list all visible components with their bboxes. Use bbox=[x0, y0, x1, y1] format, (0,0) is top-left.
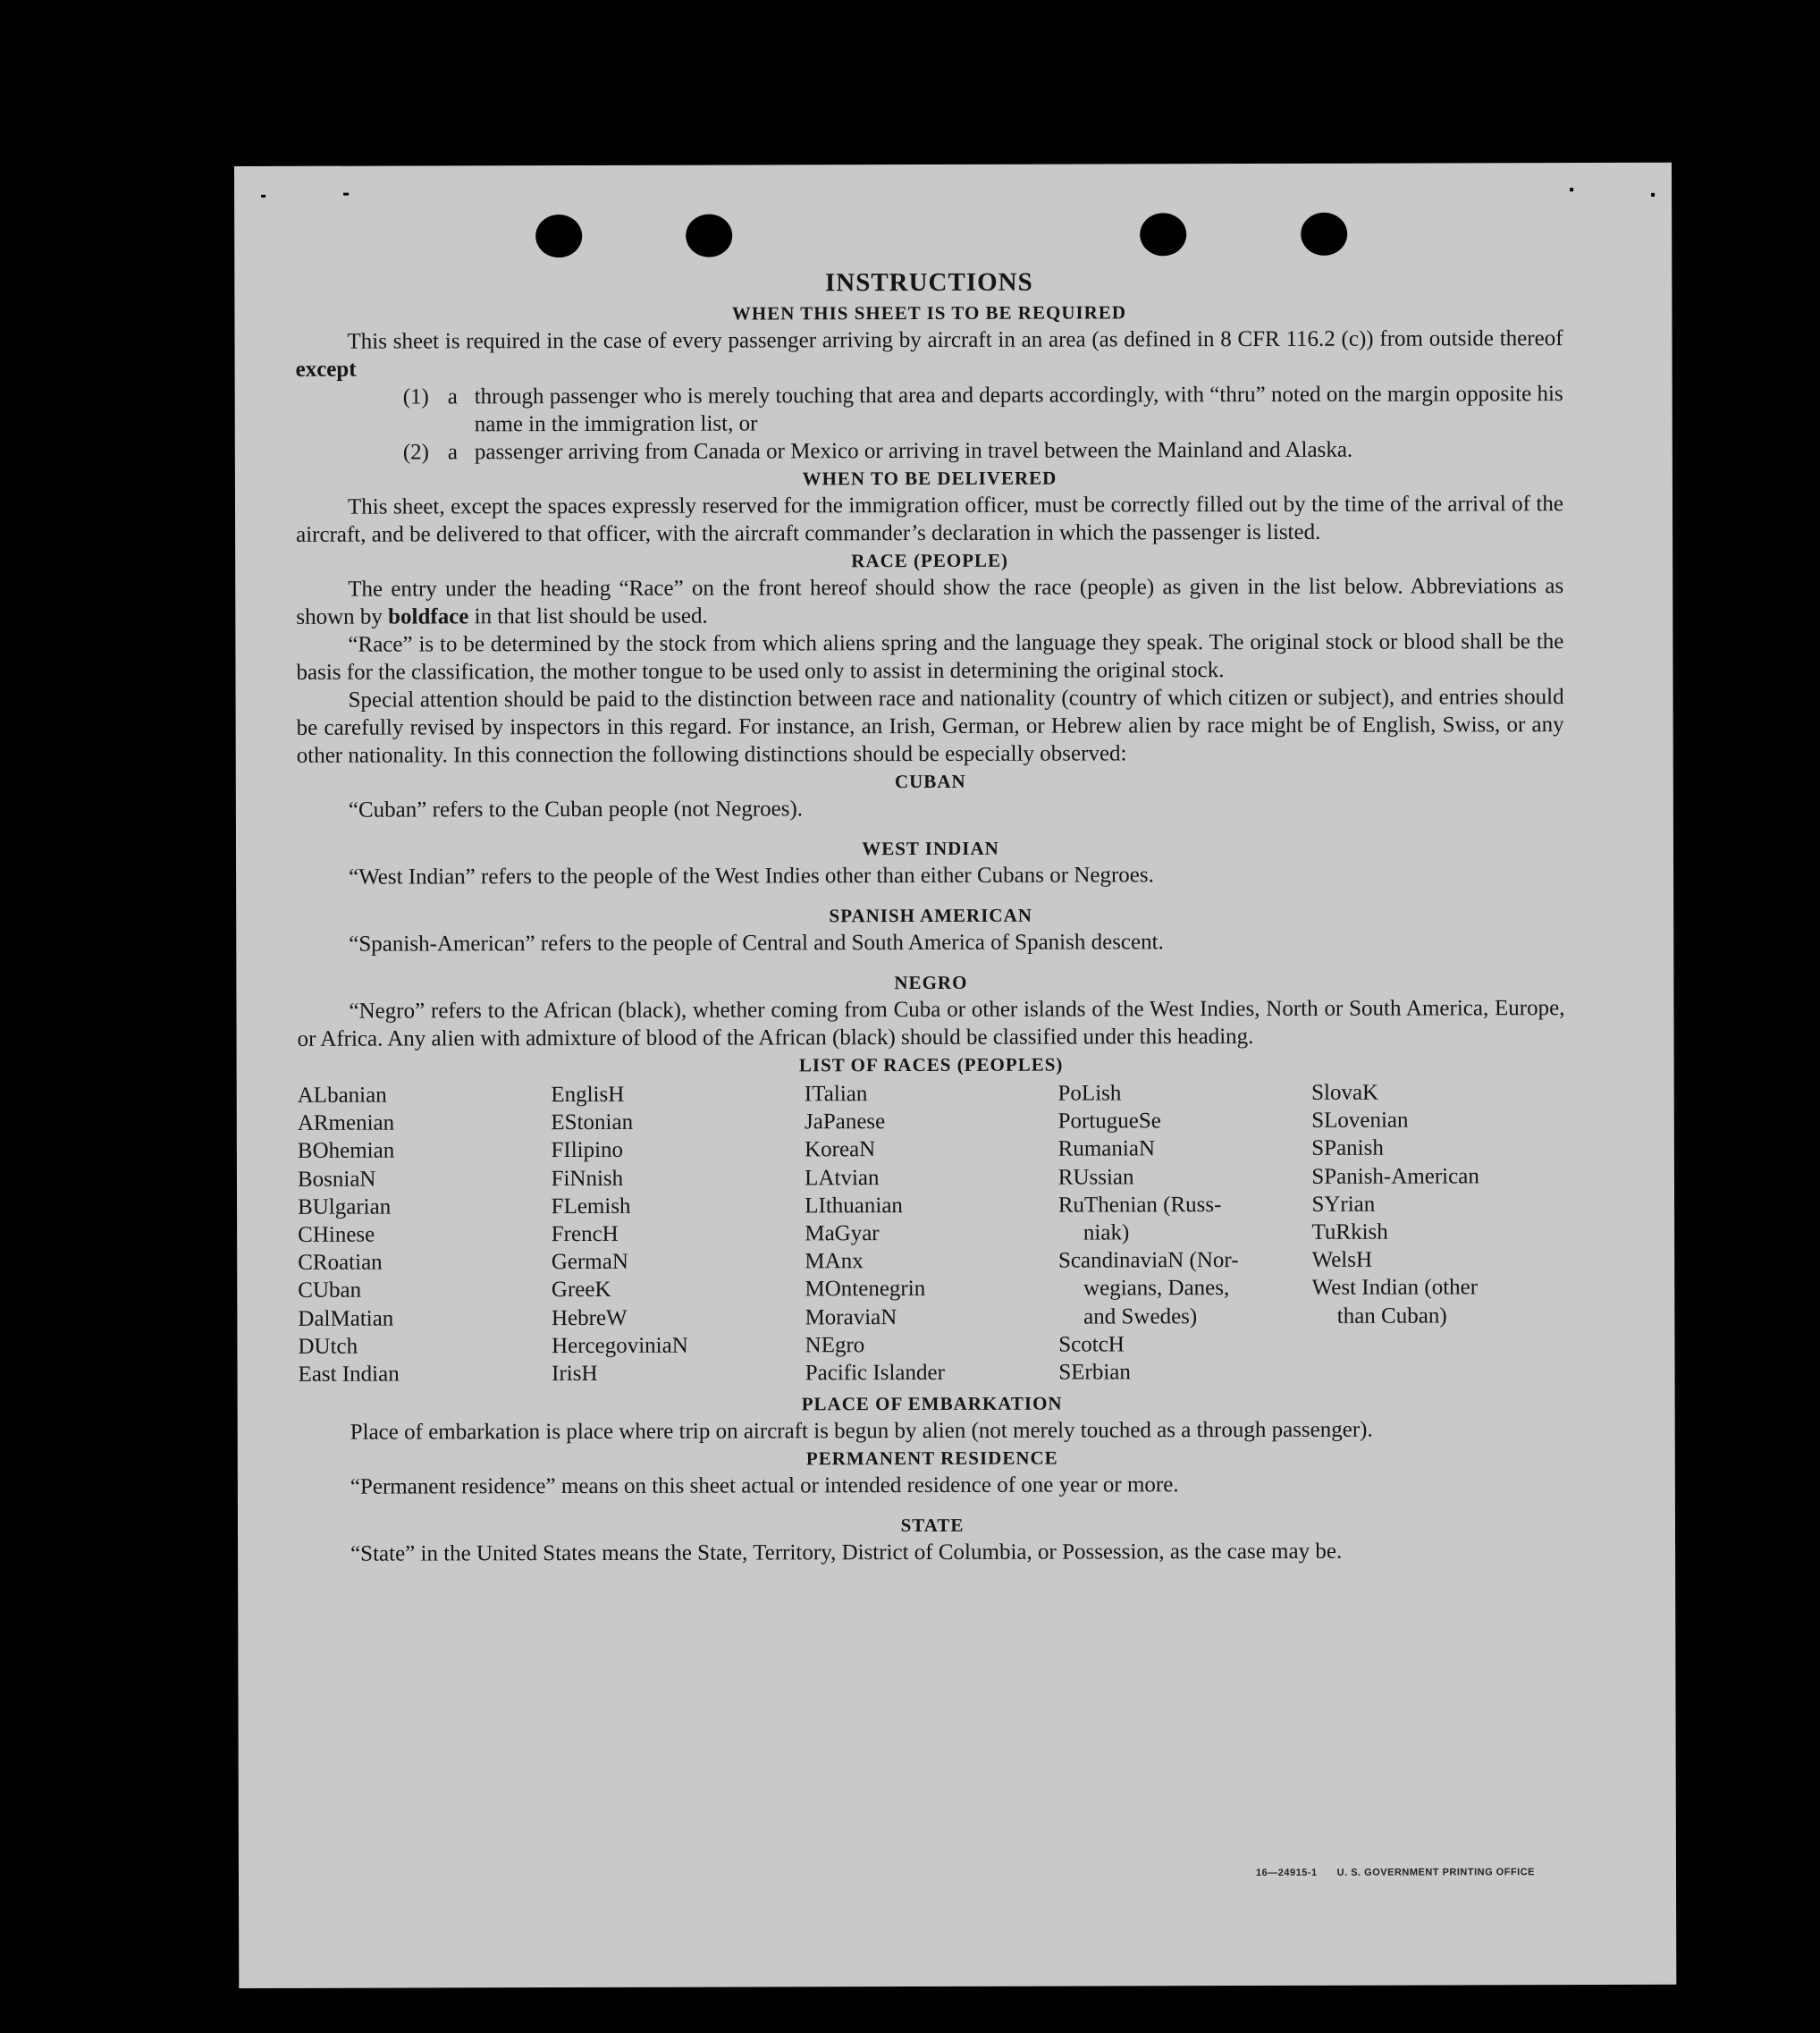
race-entry: SLovenian bbox=[1311, 1108, 1409, 1134]
paragraph: “Permanent residence” means on this sheet actual or intended residence of one year or more. bbox=[350, 1472, 1179, 1499]
speck bbox=[1651, 193, 1655, 197]
section-heading: STATE bbox=[900, 1514, 965, 1537]
race-entry: East Indian bbox=[298, 1362, 400, 1387]
item-number: (2) bbox=[402, 440, 430, 465]
race-entry: ALbanian bbox=[297, 1083, 387, 1108]
race-entry: CUban bbox=[298, 1278, 362, 1303]
race-entry: MOntenegrin bbox=[805, 1277, 926, 1302]
race-entry: ScandinaviaN (Nor- bbox=[1057, 1248, 1239, 1273]
race-column bbox=[298, 1081, 552, 1388]
race-entry: ITalian bbox=[804, 1082, 868, 1107]
race-entry: SPanish-American bbox=[1311, 1163, 1479, 1189]
race-entry: JaPanese bbox=[804, 1109, 886, 1135]
punch-hole bbox=[686, 215, 732, 257]
race-entry: DUtch bbox=[298, 1334, 358, 1359]
race-entry: LAtvian bbox=[805, 1165, 880, 1190]
speck bbox=[261, 195, 265, 198]
section-heading: WHEN THIS SHEET IS TO BE REQUIRED bbox=[731, 301, 1127, 325]
race-entry: PortugueSe bbox=[1057, 1109, 1161, 1134]
section-heading: SPANISH AMERICAN bbox=[829, 904, 1032, 927]
speck bbox=[1570, 188, 1573, 191]
paragraph: Place of embarkation is place where trip on aircraft is begun by alien (not merely touched as a through passenger). bbox=[350, 1417, 1373, 1445]
paragraph: The entry under the heading “Race” on the front hereof should show the race (people) as given in the list below. Abbreviations as shown by boldface in that list should be used. bbox=[296, 574, 1564, 629]
race-entry: MaGyar bbox=[805, 1221, 880, 1246]
race-entry: IrisH bbox=[552, 1361, 598, 1387]
race-entry: niak) bbox=[1083, 1220, 1130, 1245]
race-entry: BOhemian bbox=[297, 1138, 395, 1164]
item-number: (1) bbox=[402, 384, 429, 409]
race-entry: SPanish bbox=[1311, 1136, 1384, 1161]
section-heading: LIST OF RACES (PEOPLES) bbox=[798, 1053, 1064, 1076]
item-text: through passenger who is merely touching that area and departs accordingly, with “thru” noted on the margin opposite his name in the immigration list, or bbox=[474, 382, 1563, 437]
race-entry: GreeK bbox=[551, 1278, 611, 1303]
list-item bbox=[296, 380, 1563, 439]
item-text: passenger arriving from Canada or Mexico or arriving in travel between the Mainland and Alaska. bbox=[474, 437, 1353, 465]
race-entry: RuThenian (Russ- bbox=[1057, 1192, 1222, 1218]
race-entry: RUssian bbox=[1057, 1164, 1134, 1190]
race-entry: ARmenian bbox=[297, 1110, 395, 1136]
print-code bbox=[1256, 1867, 1535, 1878]
section-heading: WEST INDIAN bbox=[862, 837, 999, 860]
race-entry: MoraviaN bbox=[805, 1304, 897, 1329]
paragraph: “State” in the United States means the State, Territory, District of Columbia, or Possession, as the case may be. bbox=[350, 1539, 1343, 1566]
race-column bbox=[551, 1080, 805, 1388]
race-entry: RumaniaN bbox=[1057, 1136, 1156, 1161]
race-entry: LIthuanian bbox=[805, 1193, 903, 1219]
race-entry: and Swedes) bbox=[1083, 1303, 1198, 1329]
race-column bbox=[1057, 1079, 1311, 1387]
punch-hole bbox=[1140, 213, 1186, 256]
paragraph: This sheet, except the spaces expressly reserved for the immigration officer, must be correctly filled out by the time of the arrival of the aircraft, and be delivered to that officer, with the aircraft commander’s declaration in which the passenger is listed. bbox=[296, 492, 1564, 547]
race-entry: HercegoviniaN bbox=[552, 1333, 688, 1358]
race-entry: HebreW bbox=[551, 1305, 628, 1330]
punch-hole bbox=[1301, 213, 1347, 256]
race-entry: SErbian bbox=[1058, 1360, 1131, 1385]
race-entry: BosniaN bbox=[297, 1167, 376, 1192]
race-entry: SlovaK bbox=[1311, 1080, 1379, 1105]
printer-line: U. S. GOVERNMENT PRINTING OFFICE bbox=[1336, 1867, 1536, 1878]
race-entry: DalMatian bbox=[298, 1306, 394, 1331]
race-entry: FLemish bbox=[551, 1194, 631, 1219]
race-entry: FIlipino bbox=[551, 1138, 624, 1163]
race-entry: TuRkish bbox=[1311, 1219, 1388, 1244]
race-entry: WelsH bbox=[1311, 1247, 1373, 1273]
speck bbox=[343, 193, 349, 196]
race-column bbox=[1311, 1078, 1565, 1386]
race-entry: wegians, Danes, bbox=[1083, 1276, 1230, 1301]
race-entry: EStonian bbox=[551, 1110, 634, 1135]
paragraph: “West Indian” refers to the people of the West Indies other than either Cubans or Negroes. bbox=[349, 863, 1154, 890]
paragraph: “Negro” refers to the African (black), whether coming from Cuba or other islands of the West Indies, North or South America, Europe, or Africa. Any alien with admixture of blood of the African (black) should be classified under this heading. bbox=[297, 996, 1565, 1051]
form-number: 16—24915-1 bbox=[1256, 1867, 1318, 1879]
race-entry: MAnx bbox=[805, 1249, 864, 1274]
race-entry: FrencH bbox=[551, 1221, 619, 1247]
section-heading: PLACE OF EMBARKATION bbox=[801, 1392, 1063, 1415]
race-entry: CHinese bbox=[298, 1222, 375, 1247]
race-entry: West Indian (other bbox=[1311, 1275, 1479, 1301]
paragraph: “Race” is to be determined by the stock from which aliens spring and the language they speak. The original stock or blood shall be the basis for the classification, the mother tongue to be used only to assist in determining the original stock. bbox=[296, 629, 1564, 685]
instruction-sheet bbox=[234, 163, 1676, 1988]
race-entry: KoreaN bbox=[805, 1137, 876, 1162]
list-item bbox=[296, 435, 1563, 467]
paragraph: Special attention should be paid to the distinction between race and nationality (country of which citizen or subject), and entries should be carefully revised by inspectors in this regard. For instance, an Irish, German, or Hebrew alien by race might be of English, Swiss, or any other nationality. In this connection the following distinctions should be especially observed: bbox=[296, 685, 1564, 768]
race-entry: SYrian bbox=[1311, 1192, 1376, 1217]
paragraph: “Cuban” refers to the Cuban people (not Negroes). bbox=[348, 797, 804, 822]
item-lead: a bbox=[447, 384, 458, 409]
paragraph: “Spanish-American” refers to the people of Central and South America of Spanish descent. bbox=[349, 930, 1164, 957]
section-heading: CUBAN bbox=[894, 770, 966, 793]
section-heading: PERMANENT RESIDENCE bbox=[805, 1447, 1058, 1470]
race-entry: than Cuban) bbox=[1336, 1303, 1447, 1329]
section-heading: NEGRO bbox=[894, 971, 968, 994]
race-entry: GermaN bbox=[551, 1250, 628, 1275]
punch-hole bbox=[535, 215, 582, 257]
section-heading: WHEN TO BE DELIVERED bbox=[802, 467, 1057, 490]
race-entry: ScotcH bbox=[1058, 1332, 1125, 1357]
item-lead: a bbox=[447, 440, 458, 465]
race-entry: CRoatian bbox=[298, 1250, 383, 1276]
race-entry: EnglisH bbox=[551, 1082, 625, 1108]
race-column bbox=[805, 1080, 1058, 1388]
document-body bbox=[295, 266, 1566, 1568]
race-entry: PoLish bbox=[1057, 1081, 1122, 1106]
race-list bbox=[298, 1078, 1566, 1388]
race-entry: BUlgarian bbox=[298, 1194, 392, 1219]
paragraph: This sheet is required in the case of every passenger arriving by aircraft in an area (as defined in 8 CFR 116.2 (c)) from outside thereof except bbox=[295, 326, 1563, 382]
document-title: INSTRUCTIONS bbox=[824, 267, 1033, 298]
race-entry: FiNnish bbox=[551, 1166, 624, 1191]
race-entry: Pacific Islander bbox=[805, 1360, 945, 1386]
race-entry: NEgro bbox=[805, 1332, 865, 1358]
section-heading: RACE (PEOPLE) bbox=[851, 549, 1009, 572]
